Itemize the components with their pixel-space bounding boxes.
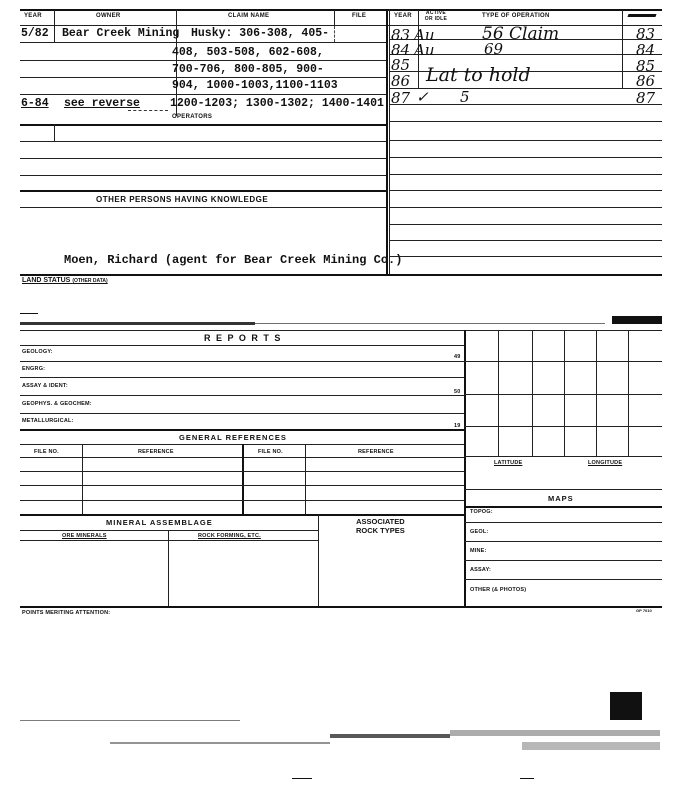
op-year: 86 xyxy=(391,72,411,90)
maps-title: MAPS xyxy=(548,494,574,503)
grid-line xyxy=(532,330,533,456)
center-divider-2 xyxy=(389,9,390,274)
owner-row-claim: 408, 503-508, 602-608, xyxy=(172,46,324,59)
header-claim-name: CLAIM NAME xyxy=(228,13,270,19)
row-line xyxy=(20,530,318,531)
op-year: 87 xyxy=(391,89,411,107)
header-type-of-operation: TYPE OF OPERATION xyxy=(482,13,550,19)
col-file-no: FILE NO. xyxy=(34,449,59,455)
col-reference: REFERENCE xyxy=(138,449,174,455)
divider xyxy=(334,9,335,27)
op-row-line xyxy=(389,240,662,241)
row-line xyxy=(20,471,464,472)
op-row-line xyxy=(389,88,662,89)
row-line xyxy=(20,207,386,208)
header-active-idle: ACTIVE OR IDLE xyxy=(424,10,448,22)
divider xyxy=(54,124,55,141)
grid-line xyxy=(498,330,499,456)
row-line xyxy=(464,579,662,580)
row-line xyxy=(20,60,386,61)
owner-row-claim: 700-706, 800-805, 900- xyxy=(172,63,324,76)
map-row-label: ASSAY: xyxy=(470,567,492,573)
row-line xyxy=(20,395,464,396)
report-num: 49 xyxy=(454,354,461,360)
op-type: 56 Claim xyxy=(482,24,560,44)
scan-smear xyxy=(292,778,312,779)
row-line xyxy=(20,158,386,159)
top-border xyxy=(20,9,662,11)
top-section-bottom xyxy=(20,274,662,276)
row-line xyxy=(464,522,662,523)
grid-line xyxy=(464,361,662,362)
col-file-no-2: FILE NO. xyxy=(258,449,283,455)
row-line xyxy=(20,94,386,95)
row-line xyxy=(20,190,386,192)
owner-row-claim: Husky: 306-308, 405- xyxy=(191,27,330,40)
row-line xyxy=(464,560,662,561)
header-file: FILE xyxy=(352,13,367,19)
reports-top-line xyxy=(20,330,662,331)
row-line xyxy=(20,42,386,43)
longitude-label: LONGITUDE xyxy=(588,460,623,466)
divider xyxy=(334,26,335,42)
grid-line xyxy=(464,426,662,427)
divider xyxy=(54,9,55,27)
report-label: METALLURGICAL: xyxy=(22,418,74,424)
divider xyxy=(318,514,319,606)
row-line xyxy=(464,541,662,542)
scan-smear xyxy=(520,778,534,779)
op-year-right: 84 xyxy=(636,41,656,59)
scan-smear xyxy=(110,742,330,744)
op-type: 69 xyxy=(484,40,504,58)
scan-smear xyxy=(610,692,642,720)
owner-row-claim: 1200-1203; 1300-1302; 1400-1401 xyxy=(170,97,384,110)
op-row-line xyxy=(389,104,662,105)
reports-right-divider xyxy=(464,330,466,606)
divider xyxy=(54,26,55,42)
divider xyxy=(622,9,623,89)
map-row-label: GEOL: xyxy=(470,529,489,535)
op-row-line xyxy=(389,174,662,175)
grid-line xyxy=(564,330,565,456)
row-line xyxy=(20,175,386,176)
latitude-label: LATITUDE xyxy=(494,460,523,466)
report-label: ASSAY & IDENT: xyxy=(22,383,68,389)
owner-row-owner: see reverse xyxy=(64,97,140,110)
row-line xyxy=(464,506,662,508)
header-year-2: YEAR xyxy=(394,13,412,19)
header-bottom-line xyxy=(20,25,662,26)
form-number: GP 7010 xyxy=(636,608,652,613)
divider xyxy=(242,444,244,514)
row-line xyxy=(20,361,464,362)
divider xyxy=(82,444,83,514)
map-row-label: OTHER (& PHOTOS) xyxy=(470,587,527,593)
divider xyxy=(176,9,177,27)
col-reference-2: REFERENCE xyxy=(358,449,394,455)
row-line xyxy=(20,141,386,142)
owner-row-year: 6-84 xyxy=(21,97,49,110)
scan-smear xyxy=(255,323,605,324)
reports-title: R E P O R T S xyxy=(204,333,282,343)
op-status: Au xyxy=(414,26,435,44)
report-num: 50 xyxy=(454,389,461,395)
op-status: Au xyxy=(414,41,435,59)
op-type: Lat to hold xyxy=(426,64,531,86)
grid-line xyxy=(596,330,597,456)
op-type: 5 xyxy=(460,88,470,106)
grid-line xyxy=(628,330,629,456)
header-owner: OWNER xyxy=(96,13,121,19)
divider xyxy=(168,530,169,606)
operators-line xyxy=(20,124,386,126)
other-person: Moen, Richard (agent for Bear Creek Mining Co.) xyxy=(64,253,403,267)
op-year: 84 xyxy=(391,41,411,59)
col-ore-minerals: ORE MINERALS xyxy=(62,533,107,539)
op-row-line xyxy=(389,256,662,257)
op-row-line xyxy=(389,207,662,208)
map-row-label: TOPOG: xyxy=(470,509,493,515)
center-divider xyxy=(386,9,388,274)
grid-line xyxy=(464,394,662,395)
dash-line xyxy=(128,110,168,111)
op-row-line xyxy=(389,140,662,141)
row-line xyxy=(20,429,464,431)
header-scribble xyxy=(627,14,656,17)
row-line xyxy=(20,485,464,486)
op-status: ✓ xyxy=(416,88,429,106)
row-line xyxy=(20,77,386,78)
row-line xyxy=(20,540,318,541)
map-row-label: MINE: xyxy=(470,548,487,554)
scan-smear xyxy=(522,742,660,750)
op-row-line xyxy=(389,190,662,191)
scan-smear xyxy=(612,316,662,324)
op-year: 83 xyxy=(391,26,411,44)
row-line xyxy=(464,489,662,490)
scan-smear xyxy=(20,313,38,314)
operators-label: OPERATORS xyxy=(172,114,213,120)
other-persons-label: OTHER PERSONS HAVING KNOWLEDGE xyxy=(96,195,269,204)
report-num: 19 xyxy=(454,423,461,429)
row-line xyxy=(20,500,464,501)
divider xyxy=(305,444,306,514)
report-label: GEOLOGY: xyxy=(22,349,53,355)
owner-row-owner: Bear Creek Mining xyxy=(62,27,180,40)
report-label: ENGRG: xyxy=(22,366,46,372)
op-year: 85 xyxy=(391,56,411,74)
op-row-line xyxy=(389,157,662,158)
owner-row-claim: 904, 1000-1003,1100-1103 xyxy=(172,79,338,92)
header-year: YEAR xyxy=(24,13,42,19)
scan-smear xyxy=(450,730,660,736)
mineral-assemblage-title: MINERAL ASSEMBLAGE xyxy=(106,518,213,527)
op-year-right: 86 xyxy=(636,72,656,90)
row-line xyxy=(20,377,464,378)
op-row-line xyxy=(389,224,662,225)
op-year-right: 83 xyxy=(636,25,656,43)
bottom-section-line xyxy=(20,606,662,608)
op-year-right: 85 xyxy=(636,57,656,75)
row-line xyxy=(20,345,464,346)
owner-row-year: 5/82 xyxy=(21,27,49,40)
scan-smear xyxy=(20,720,240,721)
op-row-line xyxy=(389,121,662,122)
scan-smear xyxy=(330,734,450,738)
row-line xyxy=(20,514,464,516)
associated-rock-types: ASSOCIATED ROCK TYPES xyxy=(356,517,405,535)
op-year-right: 87 xyxy=(636,89,656,107)
row-line xyxy=(20,413,464,414)
report-label: GEOPHYS. & GEOCHEM: xyxy=(22,401,92,407)
points-meriting-label: POINTS MERITING ATTENTION: xyxy=(22,610,111,616)
grid-line xyxy=(464,456,662,457)
land-status-label: LAND STATUS (OTHER DATA) xyxy=(22,277,108,284)
general-references-title: GENERAL REFERENCES xyxy=(179,433,287,442)
col-rock-forming: ROCK FORMING, ETC. xyxy=(198,533,261,539)
scan-smear xyxy=(20,322,255,325)
